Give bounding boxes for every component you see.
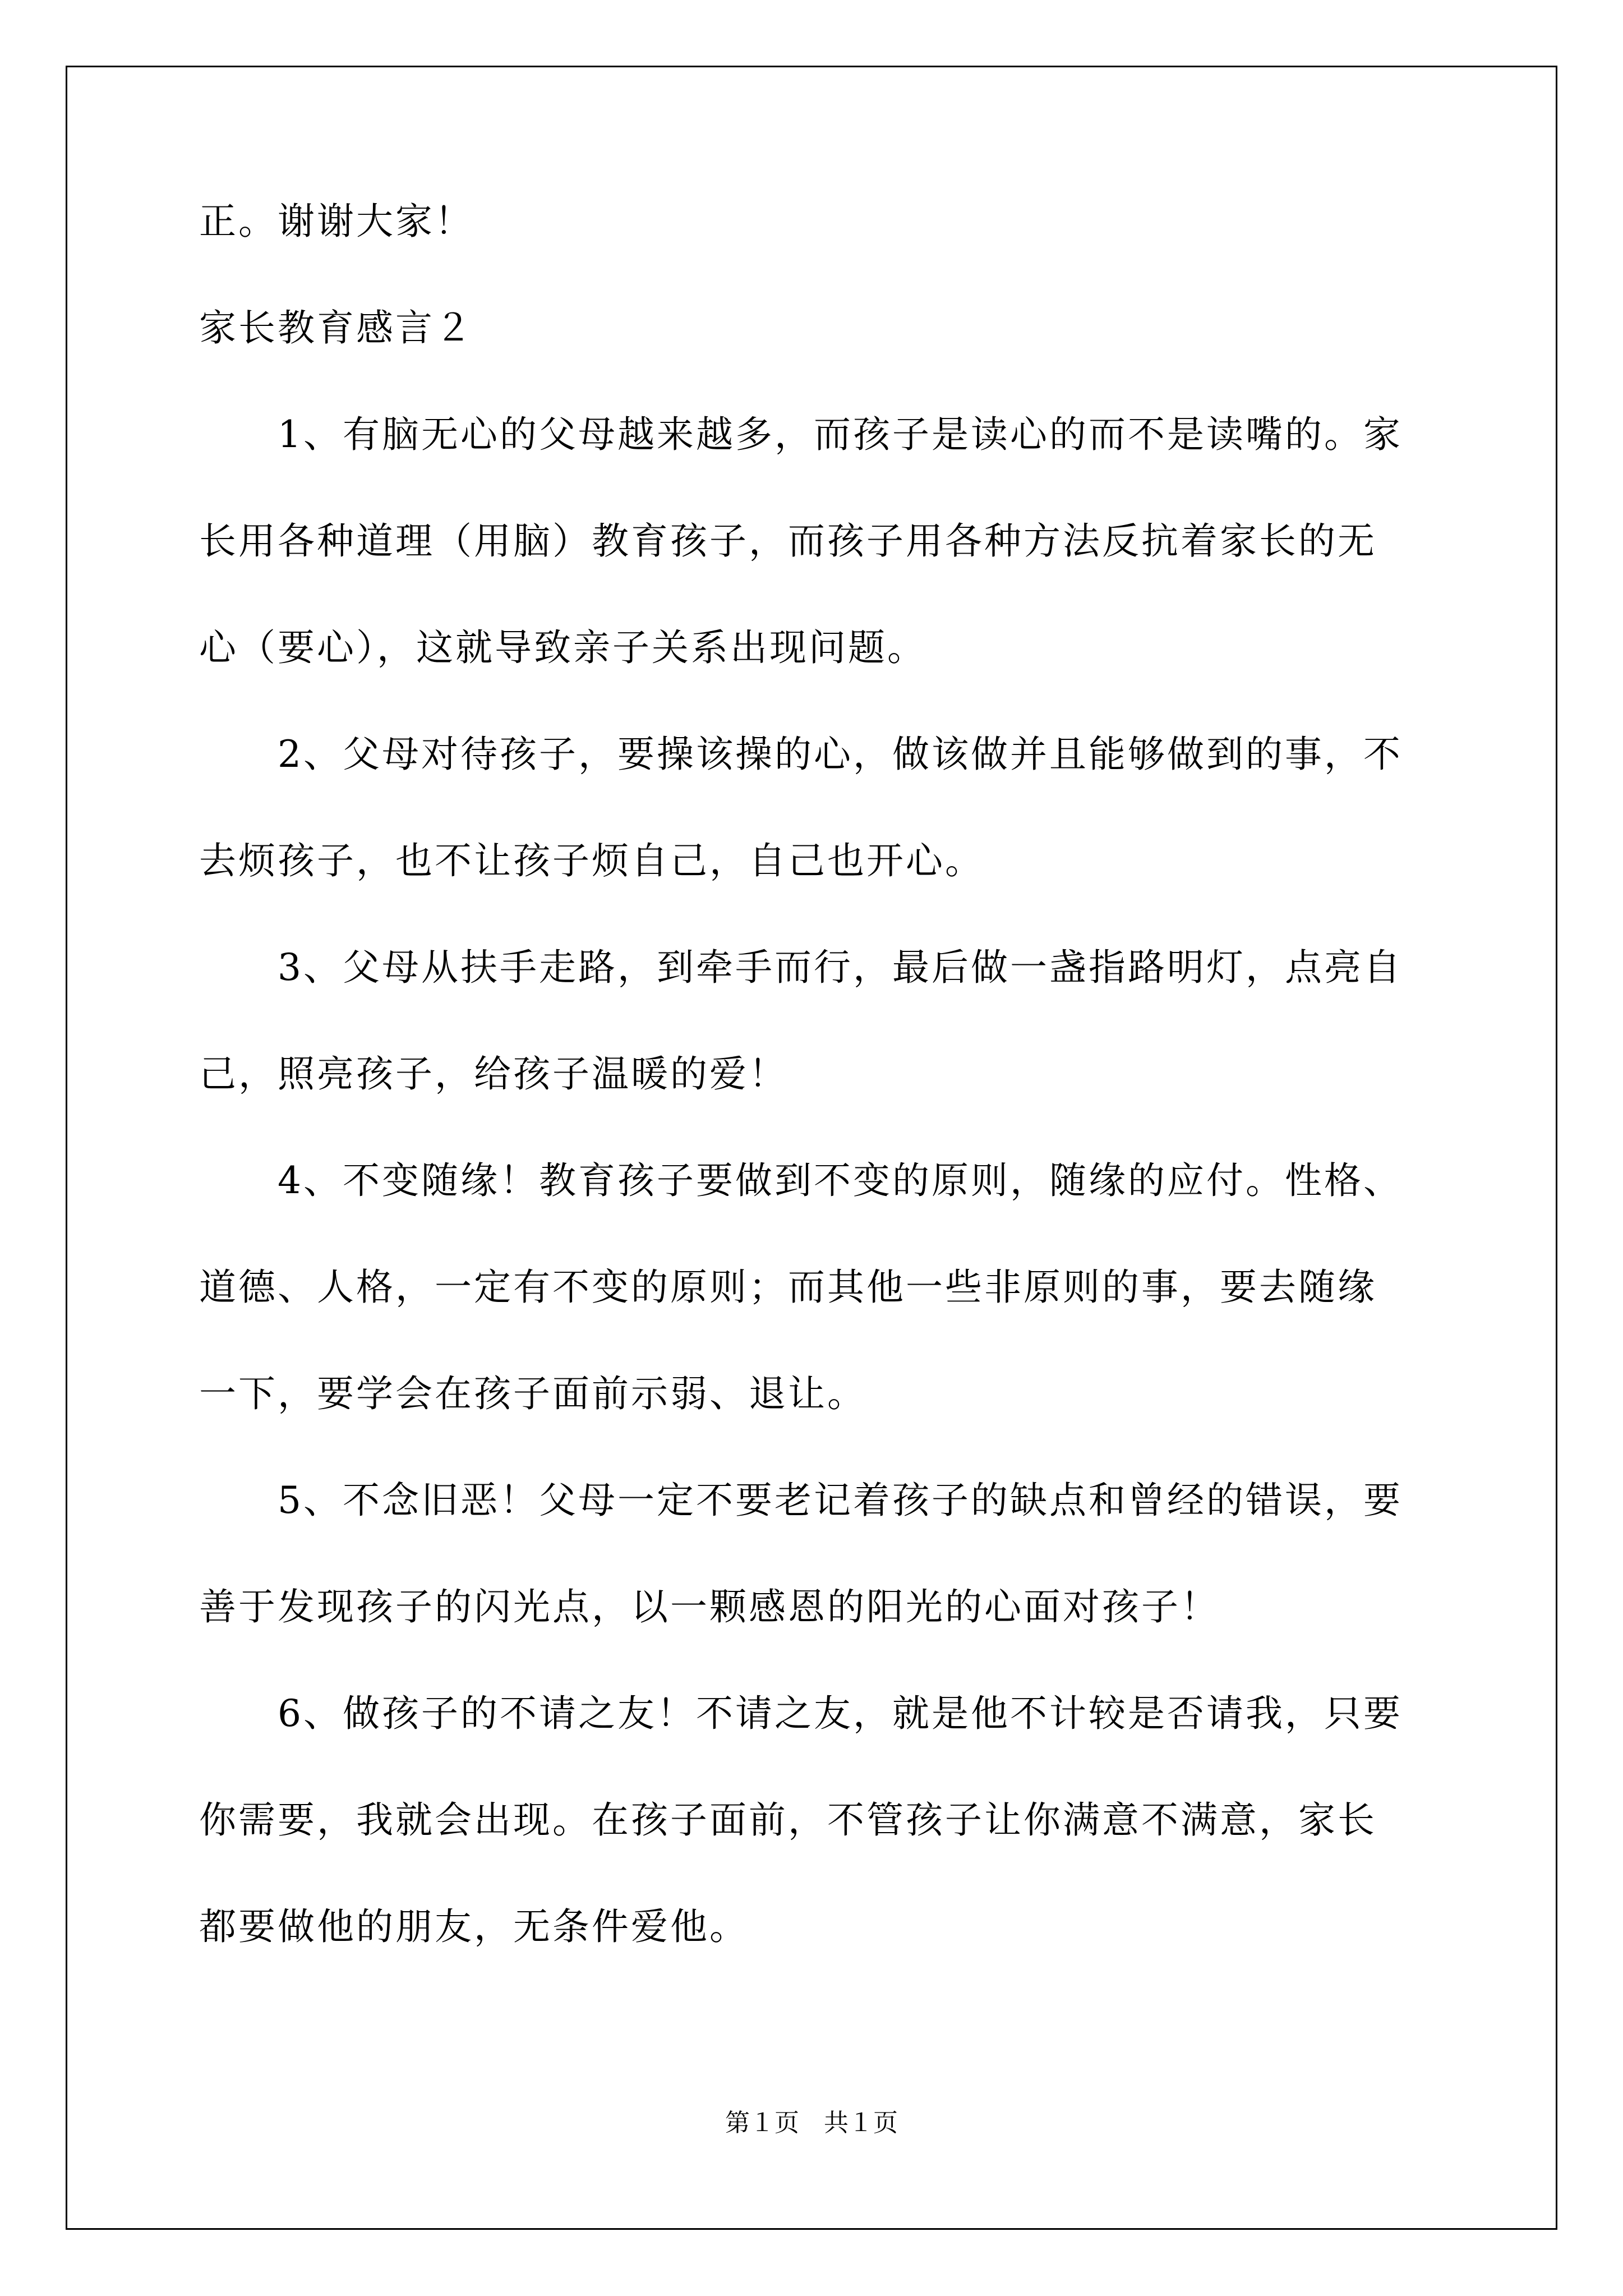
- text-line: 3、父母从扶手走路，到牵手而行，最后做一盏指路明灯，点亮自: [278, 946, 1403, 989]
- text-line: 6、做孩子的不请之友！不请之友，就是他不计较是否请我，只要: [278, 1692, 1403, 1735]
- text-line: 2、父母对待孩子，要操该操的心，做该做并且能够做到的事，不: [278, 733, 1403, 776]
- text-line: 4、不变随缘！教育孩子要做到不变的原则，随缘的应付。性格、: [278, 1159, 1403, 1202]
- text-line: 善于发现孩子的闪光点，以一颗感恩的阳光的心面对孩子！: [199, 1585, 1220, 1628]
- text-line: 5、不念旧恶！父母一定不要老记着孩子的缺点和曾经的错误，要: [278, 1479, 1403, 1522]
- text-line: 你需要，我就会出现。在孩子面前，不管孩子让你满意不满意，家长: [199, 1798, 1377, 1842]
- text-line: 去烦孩子，也不让孩子烦自己，自己也开心。: [199, 839, 984, 882]
- text-line: 一下，要学会在孩子面前示弱、退让。: [199, 1372, 866, 1415]
- page-footer: 第１页 共１页: [725, 2109, 898, 2137]
- text-line: 道德、人格，一定有不变的原则；而其他一些非原则的事，要去随缘: [199, 1266, 1377, 1309]
- text-line: 1、有脑无心的父母越来越多，而孩子是读心的而不是读嘴的。家: [278, 413, 1403, 456]
- text-line: 己，照亮孩子，给孩子温暖的爱！: [199, 1052, 788, 1096]
- section-heading: 家长教育感言２: [199, 306, 474, 349]
- text-line: 心（要心），这就导致亲子关系出现问题。: [199, 626, 926, 669]
- text-line: 正。谢谢大家！: [199, 200, 474, 243]
- text-line: 长用各种道理（用脑）教育孩子，而孩子用各种方法反抗着家长的无: [199, 519, 1377, 563]
- text-line: 都要做他的朋友，无条件爱他。: [199, 1905, 749, 1948]
